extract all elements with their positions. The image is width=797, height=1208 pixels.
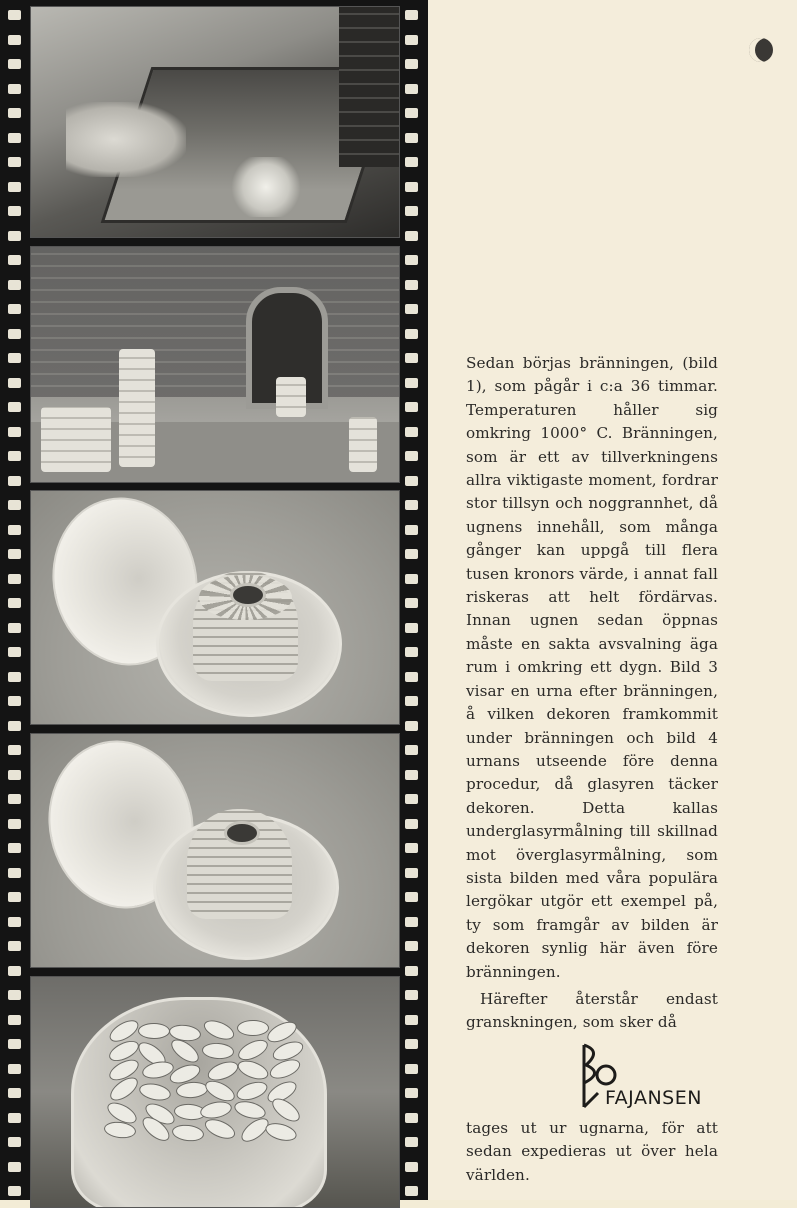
fish-figurine — [201, 1041, 234, 1059]
film-perforation — [8, 378, 21, 388]
film-perforation — [8, 476, 21, 486]
film-perforation — [8, 966, 21, 976]
film-perforation — [8, 1015, 21, 1025]
film-perforation — [8, 598, 21, 608]
fish-figurine — [267, 1055, 303, 1082]
film-perforation — [405, 1015, 418, 1025]
film-perforation — [8, 574, 21, 584]
film-perforation — [405, 84, 418, 94]
film-perforation — [405, 819, 418, 829]
film-perforation — [405, 353, 418, 363]
film-perforation — [8, 696, 21, 706]
film-perforation — [8, 255, 21, 265]
film-perforation — [8, 745, 21, 755]
film-perforation — [8, 108, 21, 118]
film-perforation — [405, 647, 418, 657]
film-perforation — [405, 1064, 418, 1074]
film-perforation — [8, 892, 21, 902]
film-perforation — [405, 280, 418, 290]
film-perforation — [8, 549, 21, 559]
photo-5-lergokar — [30, 976, 400, 1208]
film-perforation — [405, 1162, 418, 1172]
film-perforation — [405, 59, 418, 69]
film-perforation — [8, 917, 21, 927]
film-perforation — [8, 59, 21, 69]
fish-figurine — [237, 1020, 269, 1036]
film-perforation — [8, 623, 21, 633]
film-perforation — [8, 721, 21, 731]
film-perforation — [405, 304, 418, 314]
film-perforation — [8, 353, 21, 363]
film-perforation — [8, 304, 21, 314]
film-perforation — [8, 206, 21, 216]
film-perforation — [8, 868, 21, 878]
film-perforation — [8, 1088, 21, 1098]
film-perforation — [405, 941, 418, 951]
film-perforation — [405, 255, 418, 265]
text-column — [466, 352, 718, 1187]
film-perforation — [405, 1137, 418, 1147]
film-perforation — [8, 941, 21, 951]
film-perforation — [8, 35, 21, 45]
film-perforation — [8, 329, 21, 339]
film-perforation — [405, 770, 418, 780]
fish-figurine — [202, 1115, 238, 1142]
film-perforation — [405, 1186, 418, 1196]
film-perforation — [8, 231, 21, 241]
photo-1-firing — [30, 6, 400, 238]
film-perforation — [8, 1162, 21, 1172]
film-perforation — [405, 696, 418, 706]
film-perforation — [405, 329, 418, 339]
film-perforation — [8, 402, 21, 412]
film-perforation — [405, 10, 418, 20]
film-perforation — [405, 574, 418, 584]
film-perforation — [8, 647, 21, 657]
film-perforation — [8, 819, 21, 829]
film-perforation — [8, 1064, 21, 1074]
film-perforation — [8, 672, 21, 682]
film-perforation — [405, 157, 418, 167]
photo-3-urn-after-firing — [30, 490, 400, 725]
film-perforation — [8, 1113, 21, 1123]
film-perforation — [405, 892, 418, 902]
film-perforation — [405, 108, 418, 118]
film-perforation — [405, 182, 418, 192]
film-perforation — [8, 10, 21, 20]
film-perforation — [405, 721, 418, 731]
film-perforation — [405, 868, 418, 878]
film-perforation — [405, 672, 418, 682]
bo-fajansen-logo — [466, 1043, 718, 1113]
film-perforation — [8, 280, 21, 290]
film-perforation — [8, 1137, 21, 1147]
film-perforation — [405, 917, 418, 927]
film-perforation — [8, 182, 21, 192]
film-perforation — [8, 1039, 21, 1049]
fish-figurine — [138, 1081, 173, 1103]
film-perforation — [405, 451, 418, 461]
film-perforation — [405, 525, 418, 535]
film-perforation — [405, 966, 418, 976]
film-perforation — [405, 623, 418, 633]
film-perforation — [8, 133, 21, 143]
film-perforation — [8, 500, 21, 510]
film-perforation — [405, 1039, 418, 1049]
fish-figurine — [264, 1120, 299, 1144]
film-perforation — [405, 206, 418, 216]
film-perforation — [8, 84, 21, 94]
film-perforation — [405, 476, 418, 486]
film-perforation — [8, 451, 21, 461]
film-perforation — [8, 990, 21, 1000]
film-perforation — [405, 990, 418, 1000]
fish-figurine — [201, 1016, 237, 1043]
film-perforation — [405, 1088, 418, 1098]
film-perforation — [405, 598, 418, 608]
film-perforation — [405, 402, 418, 412]
film-perforation — [8, 794, 21, 804]
photo-2-kiln-room — [30, 246, 400, 483]
main-paragraph: Sedan börjas bränningen, (bild 1), som pågår i c:a 36 timmar. Temperaturen håller sig omkring 1000° C. Bränningen, som är ett av tillverkningens allra viktigaste moment, fordrar stor tillsyn och noggrannhet, då ugnens innehåll, som många gånger kan uppgå till flera tusen kronors värde, i annat fall riskeras att helt fördärvas. Innan ugnen sedan öppnas måste en sakta avsvalning äga rum i omkring ett dygn. Bild 3 visar en urna efter bränningen, å vilken dekoren framkommit under bränningen och bild 4 urnans utseende före denna procedur, då glasyren täcker dekoren. Detta kallas underglasyrmålning till skillnad mot överglasyrmålning, som sista bilden med våra populära lergökar utgör ett exempel på, ty som framgår av bilden är dekoren synlig här även före bränningen. — [466, 354, 718, 981]
film-perforation — [8, 1186, 21, 1196]
closing-paragraph: tages ut ur ugnarna, för att sedan expedieras ut över hela världen. — [466, 1118, 718, 1184]
photo-4-urn-before-firing — [30, 733, 400, 968]
film-perforation — [405, 1113, 418, 1123]
perforations-left — [6, 4, 24, 1200]
fish-figurine — [199, 1099, 234, 1121]
punch-hole — [749, 38, 773, 62]
film-perforation — [405, 745, 418, 755]
perforations-right — [403, 4, 421, 1200]
logo-word: FAJANSEN — [605, 1086, 702, 1109]
fish-figurine — [235, 1057, 271, 1083]
film-perforation — [405, 843, 418, 853]
film-perforation — [405, 500, 418, 510]
film-perforation — [8, 157, 21, 167]
fish-figurine — [234, 1078, 269, 1103]
film-perforation — [8, 770, 21, 780]
second-paragraph: Härefter återstår endast granskningen, som sker då — [466, 989, 718, 1032]
film-perforation — [405, 427, 418, 437]
film-perforation — [405, 35, 418, 45]
film-perforation — [8, 843, 21, 853]
film-perforation — [405, 231, 418, 241]
film-perforation — [405, 549, 418, 559]
film-perforation — [8, 525, 21, 535]
film-perforation — [405, 794, 418, 804]
fish-figurine — [138, 1023, 170, 1039]
film-perforation — [405, 133, 418, 143]
film-perforation — [8, 427, 21, 437]
film-perforation — [405, 378, 418, 388]
fish-figurine — [235, 1035, 271, 1064]
fish-figurine — [171, 1123, 205, 1143]
